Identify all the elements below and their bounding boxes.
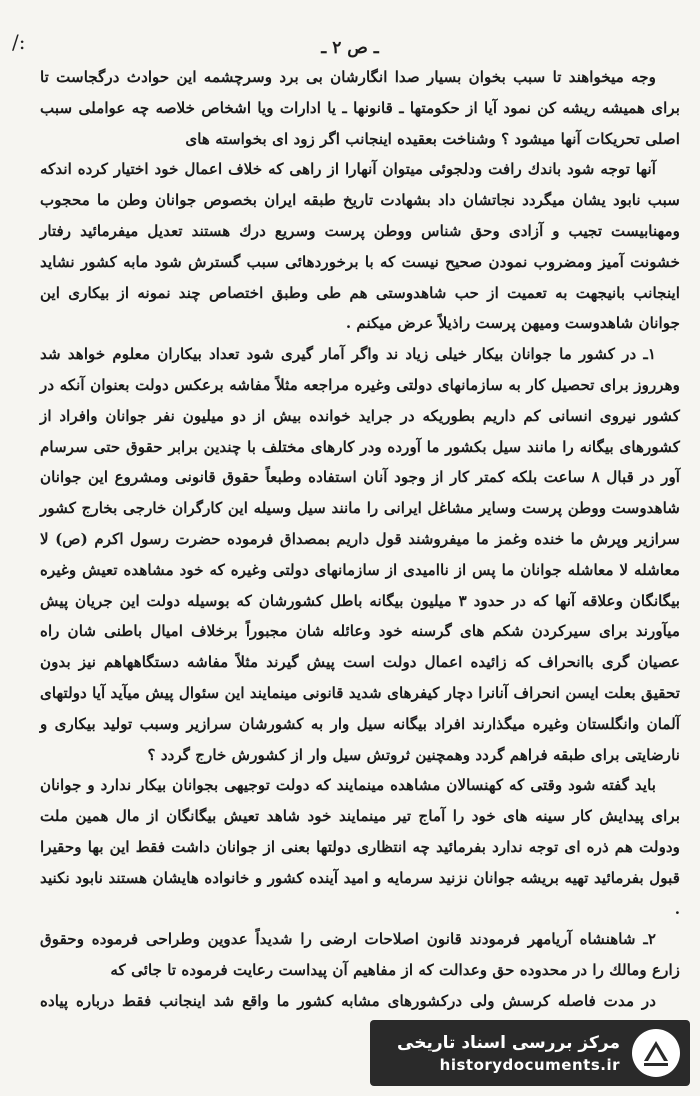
page-number: ـ ص ۲ ـ	[321, 38, 379, 58]
paragraph-6: در مدت فاصله کرسش ولی درکشورهای مشابه کشور ما واقع شد اینجانب فقط درباره پیاده	[40, 991, 656, 1010]
document-body	[40, 62, 680, 1048]
paragraph-3: ۱ـ در کشور ما جوانان بیکار خیلی زیاد ند واگر آمار گیری شود تعداد بیکاران معلوم خواهد شد وهرروز برای تحصیل کار به سازمانهای دولتی وغیره مراجعه مثلاً مفاشه برعکس دولت بعنوان آنکه در کشور نیروی انسانی کم داریم بطوریکه در جراید خوانده بیش از دو میلیون نفر جوانان وافراد از کشورهای بیگانه را مانند سیل بکشور ما آورده ودر کارهای مختلف با چندین برابر حقوق حتی سرسام آور در قبال ۸ ساعت بلکه کمتر کار از وجود آنان استفاده وطبعاً حقوق قانونی ومشروع این جوانان شاهدوست ووطن پرست وسایر مشاغل ایرانی را مانند سیل وسیله این کارگران خارجی بخارج کشور سرازیر وپرش ما خنده وغمز ما میفروشند قول داریم بمصداق فرموده حضرت رسول اکرم (ص) لا معاشله لا معاشله جوانان ما پس از ناامیدی از سازمانهای دولتی وغیره که خود مشاهده تعیش وغیره بیگانگان وعلاقه آنها که در حدود ۳ میلیون بیگانه باطل کشورشان که بوسیله دولت این جریان پیش میآورند برای سیرکردن شکم های گرسنه خود وعائله شان مجبوراً برخلاف امیال باطنی شان راه عصیان گری باانحراف که زائیده اعمال دولت است پیش گیرند مثلاً مفاشه دستگاههاهم نیز بدون تحقیق بعلت ایسن انحراف آنانرا دچار کیفرهای شدید قانونی مینمایند این سئوال پیش میآید آیا دولتهای آلمان وانگلستان وغیره میگذارند افراد بیگانه سیل وار به کشورشان سرازیر وسبب تولید بیکاری و نارضایتی برای طبقه فراهم گردد وهمچنین ثروتش سیل وار از کشورش خارج گردد ؟	[40, 345, 681, 764]
paragraph-2: آنها توجه شود باندك رافت ودلجوئی میتوان آنهارا از راهی که خلاف اعمال خود اختیار کرده اندکه سبب نابود یشان میگردد نجاتشان داد بشهادت تاریخ طبقه ایران بخصوص جوانان وطن ما محجوب ومهنابیست تجیب و آزادی وحق شناس ووطن پرست وسریع درك هستند تعدیل میفرمائید رفتار خشونت آمیز ومضروب نمودن صحیح نیست که با برخوردهائی سبب گسترش شود مابه کشور نشاید اینجانب بانیجهت به تعمیت از حب شاهدوستی هم طی وطبق اختصاص چند نمونه از بیکاری این جوانان شاهدوست ومیهن پرست راذیلاً عرض میکنم .	[40, 160, 680, 333]
paragraph-4: باید گفته شود وقتی که کهنسالان مشاهده مینمایند که دولت توجیهی بجوانان بیکار ندارد و جوانان برای پیدایش کار سینه های خود را آماج تیر مینمایند خود شاهد تعیش بیگانگان از مال همین ملت ودولت هم ذره ای توجه ندارد بفرمائید چه انتظاری دولتها بعنی از جوانان داشت فقط این بها وحقیرا قبول بفرمائید تهیه بریشه جوانان نزنید سرمایه و امید آینده کشور و خانواده هایشان هستند نابود نکنید .	[40, 776, 680, 918]
watermark-url: historydocuments.ir	[439, 1056, 620, 1074]
watermark-title: مرکز بررسی اسناد تاریخی	[397, 1033, 620, 1053]
watermark	[370, 1020, 690, 1086]
paragraph-5: ۲ـ شاهنشاه آریامهر فرمودند قانون اصلاحات ارضی را شدیداً عدوین وطراحی فرموده وحقوق زارع ومالك را در محدوده حق وعدالت که از مفاهیم آن پیداست رعایت فرموده تا جائی که	[40, 930, 680, 980]
watermark-text	[397, 1031, 620, 1075]
paragraph-1: وجه میخواهند تا سبب بخوان بسیار صدا انگارشان بی برد وسرچشمه این حوادث درگجاست تا برای همیشه ریشه کن نمود آیا از حکومتها ـ قانونها ـ یا ادارات ویا اشخاص خلاصه چه عواملی سبب اصلی تحریکات آنها میشود ؟ وشناخت بعقیده اینجانب اگر زود ای بخواسته های	[40, 68, 680, 148]
margin-mark: /:	[12, 30, 26, 54]
book-leaf-logo-icon	[630, 1027, 682, 1079]
